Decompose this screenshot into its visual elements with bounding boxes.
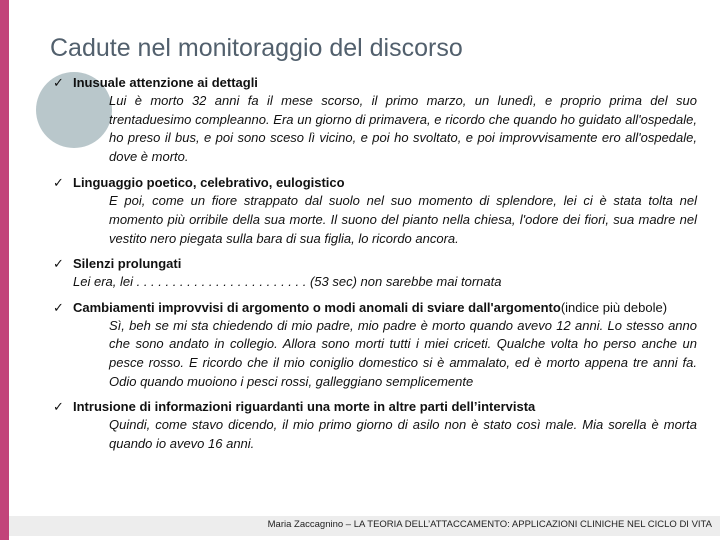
bullet-quote: Lei era, lei . . . . . . . . . . . . . . . . . . . . . . . . (53 sec) non sarebbe mai tornata [73,274,502,290]
bullet-heading: Silenzi prolungati [73,256,182,272]
bullet-heading: Inusuale attenzione ai dettagli [73,75,258,90]
bullet-heading: Linguaggio poetico, celebrativo, eulogistico [73,175,345,191]
bullet-list [52,74,697,453]
bullet-item [52,74,697,166]
bullet-heading: Intrusione di informazioni riguardanti una morte in altre parti dell’intervista [73,399,536,415]
left-accent-bar [0,0,9,540]
checkmark-icon: ✓ [53,256,64,272]
checkmark-icon: ✓ [53,399,64,415]
footer-bar [9,516,720,536]
bullet-heading: Cambiamenti improvvisi di argomento o modi anomali di sviare dall'argomento [73,299,561,315]
slide-title: Cadute nel monitoraggio del discorso [50,34,463,62]
bullet-item [52,299,697,391]
checkmark-icon: ✓ [53,75,64,90]
footer-credit: Maria Zaccagnino – LA TEORIA DELL’ATTACCAMENTO: APPLICAZIONI CLINICHE NEL CICLO DI VITA [267,519,712,530]
bullet-quote: E poi, come un fiore strappato dal suolo nel suo momento di splendore, lei ci è stata tolta nel momento più orribile della sua morte. Il suono del pianto nella chiesa, l'odore dei fiori, sua madre nel vestito nero piegata sulla bara di sua figlia, lo ricordo ancora. [109,193,697,246]
bullet-item [52,255,697,292]
bullet-quote: Quindi, come stavo dicendo, il mio primo giorno di asilo non è stato così male. Mia sorella è morta quando io avevo 16 anni. [109,417,697,451]
bullet-item [52,398,697,453]
bullet-heading-suffix: (indice più debole) [560,299,668,315]
bullet-item [52,174,697,248]
checkmark-icon: ✓ [53,299,64,315]
bullet-quote: Lui è morto 32 anni fa il mese scorso, il primo marzo, un lunedì, e proprio prima del suo trentaduesimo compleanno. Era un giorno di primavera, e ricordo che quando ho guidato all'ospedale, ho preso il bus, e poi sono sceso lì vicino, e poi ho svoltato, e poi improvvisamente ero all'ospedale, dove è morto. [109,93,697,164]
checkmark-icon: ✓ [53,175,64,191]
bullet-quote: Sì, beh se mi sta chiedendo di mio padre, mio padre è morto quando avevo 12 anni. Lo stesso anno che sono andato in collegio. Allora sono morti tutti i miei criceti. Qualche volta ho perso anche un pesce rosso. E ricordo che il mio coniglio domestico si è ammalato, ed è morto appena tre anni fa. Odio quando muoiono i pesci rossi, galleggiano semplicemente [109,317,697,389]
